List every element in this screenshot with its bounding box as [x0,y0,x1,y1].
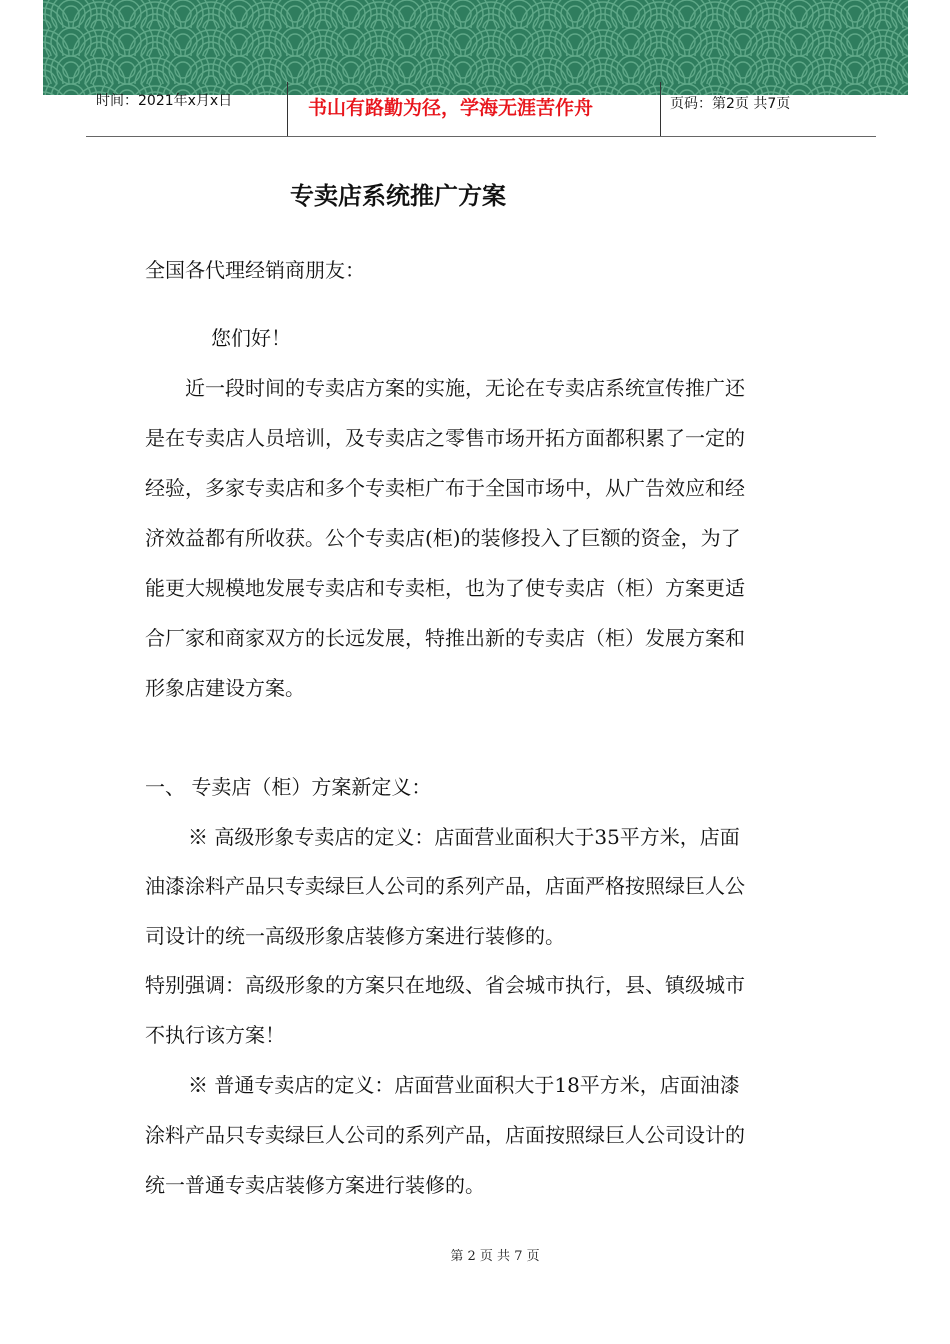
paragraph-line: 油漆涂料产品只专卖绿巨人公司的系列产品，店面严格按照绿巨人公 [145,874,745,898]
wave-pattern [43,0,908,95]
paragraph-line: ※ 高级形象专卖店的定义：店面营业面积大于35平方米，店面 [188,825,740,849]
paragraph-line: 涂料产品只专卖绿巨人公司的系列产品，店面按照绿巨人公司设计的 [145,1123,745,1147]
paragraph-line: 司设计的统一高级形象店装修方案进行装修的。 [145,924,565,948]
document-title: 专卖店系统推广方案 [290,182,506,210]
emphasis-line: 特别强调：高级形象的方案只在地级、省会城市执行，县、镇级城市 [145,973,745,997]
header-divider [287,82,288,136]
paragraph-line: 是在专卖店人员培训，及专卖店之零售市场开拓方面都积累了一定的 [145,426,745,450]
paragraph-line: 形象店建设方案。 [145,676,305,700]
header-banner [43,0,908,95]
page-header [86,82,876,137]
paragraph-line: 近一段时间的专卖店方案的实施，无论在专卖店系统宣传推广还 [185,376,745,400]
header-motto: 书山有路勤为径，学海无涯苦作舟 [308,97,594,119]
header-divider [660,82,661,136]
paragraph-line: 经验，多家专卖店和多个专卖柜广布于全国市场中，从广告效应和经 [145,476,745,500]
section-heading: 一、 专卖店（柜）方案新定义： [145,775,432,799]
paragraph-line: ※ 普通专卖店的定义：店面营业面积大于18平方米，店面油漆 [188,1073,740,1097]
paragraph-line: 能更大规模地发展专卖店和专卖柜，也为了使专卖店（柜）方案更适 [145,576,745,600]
paragraph-line: 合厂家和商家双方的长远发展，特推出新的专卖店（柜）发展方案和 [145,626,745,650]
paragraph-line: 统一普通专卖店装修方案进行装修的。 [145,1173,485,1197]
salutation: 全国各代理经销商朋友： [145,258,365,282]
greeting: 您们好！ [211,326,291,350]
header-page-number: 页码：第2页 共7页 [670,96,791,112]
emphasis-line: 不执行该方案！ [145,1023,285,1047]
header-date: 时间：2021年x月x日 [96,93,233,109]
footer-page-number: 第 2 页 共 7 页 [450,1249,540,1264]
footer [0,1245,950,1264]
paragraph-line: 济效益都有所收获。公个专卖店(柜)的装修投入了巨额的资金，为了 [145,526,741,550]
